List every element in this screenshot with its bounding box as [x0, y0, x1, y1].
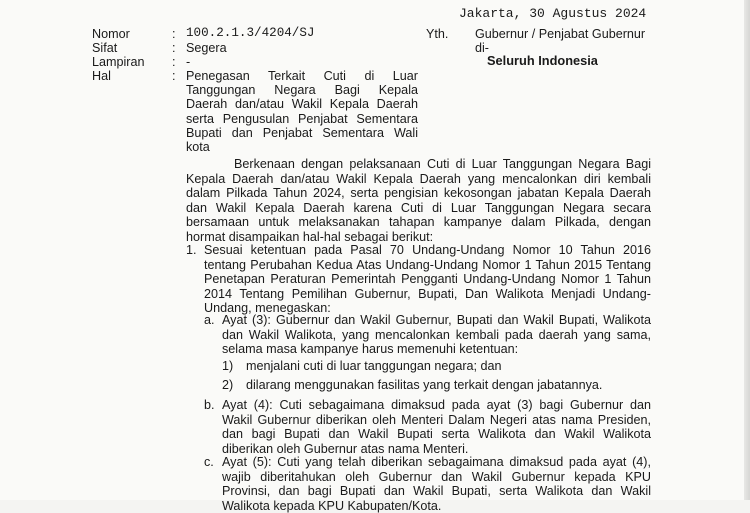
point-1-text [204, 243, 651, 316]
sub-number-1: 1) [222, 359, 233, 373]
point-number: 1. [186, 243, 197, 257]
field-colon: : [172, 27, 176, 41]
intro-line: Berkenaan dengan pelaksanaan Cuti di Luar Tanggungan Negara Bagi [186, 157, 651, 172]
hal-line: Penegasan Terkait Cuti di Luar [186, 69, 418, 83]
item-line: wajib diberitahukan oleh Gubernur dan Wakil Gubernur kepada KPU [222, 470, 651, 485]
item-line: Ayat (4): Cuti sebagaimana dimaksud pada ayat (3) bagi Gubernur dan [222, 398, 651, 413]
sub-text-2: dilarang menggunakan fasilitas yang terkait dengan jabatannya. [246, 378, 602, 392]
intro-paragraph-body [186, 172, 651, 245]
place-date: Jakarta, 30 Agustus 2024 [459, 7, 646, 21]
point-line: Penetapan Peraturan Pemerintah Pengganti Undang-Undang Nomor 1 Tahun [204, 272, 651, 287]
field-label-sifat: Sifat [92, 41, 117, 55]
intro-paragraph [186, 157, 651, 172]
hal-line: Daerah dan/atau Wakil Kepala Daerah [186, 97, 418, 111]
point-line: Undang, menegaskan: [204, 301, 651, 316]
item-b-text [222, 398, 651, 456]
field-colon: : [172, 69, 176, 83]
sub-number-2: 2) [222, 378, 233, 392]
field-value-hal [186, 69, 418, 154]
intro-line: hormat disampaikan hal-hal sebagai berikut: [186, 230, 651, 245]
sub-text-1: menjalani cuti di luar tanggungan negara; dan [246, 359, 502, 373]
point-line: Sesuai ketentuan pada Pasal 70 Undang-Undang Nomor 10 Tahun 2016 [204, 243, 651, 258]
field-value-lampiran: - [186, 55, 190, 69]
field-colon: : [172, 55, 176, 69]
intro-line: bersamaan untuk melaksanakan tahapan kampanye dalam Pilkada, dengan [186, 215, 651, 230]
intro-line: dan Wakil Kepala Daerah karena Cuti di Luar Tanggungan Negara secara [186, 201, 651, 216]
item-line: Provinsi, dan bagi Bupati dan Wakil Bupati, serta Walikota dan Wakil [222, 484, 651, 499]
intro-line: Kepala Daerah dan/atau Wakil Kepala Daerah yang mencalonkan diri kembali [186, 172, 651, 187]
item-line: Wakil Gubernur diberikan oleh Menteri Dalam Negeri atas nama Presiden, [222, 413, 651, 428]
item-line: dan Wakil Walikota, yang mencalonkan kembali pada daerah yang sama, [222, 328, 651, 343]
item-line: Walikota kepada KPU Kabupaten/Kota. [222, 499, 651, 513]
hal-line: Tanggungan Negara Bagi Kepala [186, 83, 418, 97]
item-letter-a: a. [204, 313, 215, 327]
item-letter-b: b. [204, 398, 215, 412]
hal-line: serta Pengusulan Penjabat Sementara [186, 112, 418, 126]
item-line: dan bagi Bupati dan Wakil Bupati serta Walikota dan Wakil Walikota [222, 427, 651, 442]
item-line: Ayat (5): Cuti yang telah diberikan sebagaimana dimaksud pada ayat (4), [222, 455, 651, 470]
recipient-yth: Yth. [426, 27, 448, 41]
item-line: Ayat (3): Gubernur dan Wakil Gubernur, Bupati dan Wakil Bupati, Walikota [222, 313, 651, 328]
recipient-di: di- [475, 41, 489, 55]
field-label-hal: Hal [92, 69, 111, 83]
item-line: selama masa kampanye harus memenuhi ketentuan: [222, 342, 651, 357]
intro-line: dalam Pilkada Tahun 2024, serta pengisian kekosongan jabatan Kepala Daerah [186, 186, 651, 201]
point-line: tentang Perubahan Kedua Atas Undang-Undang Nomor 1 Tahun 2015 Tentang [204, 258, 651, 273]
item-letter-c: c. [204, 455, 214, 469]
field-colon: : [172, 41, 176, 55]
field-value-nomor: 100.2.1.3/4204/SJ [186, 26, 314, 40]
hal-line: Bupati dan Penjabat Sementara Wali [186, 126, 418, 140]
recipient-line1: Gubernur / Penjabat Gubernur [475, 27, 645, 41]
recipient-location: Seluruh Indonesia [487, 54, 598, 68]
hal-line: kota [186, 140, 418, 154]
page-edge-shadow [744, 0, 750, 500]
field-label-nomor: Nomor [92, 27, 130, 41]
item-c-text [222, 455, 651, 513]
item-a-text [222, 313, 651, 357]
field-label-lampiran: Lampiran [92, 55, 145, 69]
point-line: 2014 Tentang Pemilihan Gubernur, Bupati, Dan Walikota Menjadi Undang- [204, 287, 651, 302]
field-value-sifat: Segera [186, 41, 227, 55]
item-line: diberikan oleh Gubernur atas nama Menteri. [222, 442, 651, 457]
